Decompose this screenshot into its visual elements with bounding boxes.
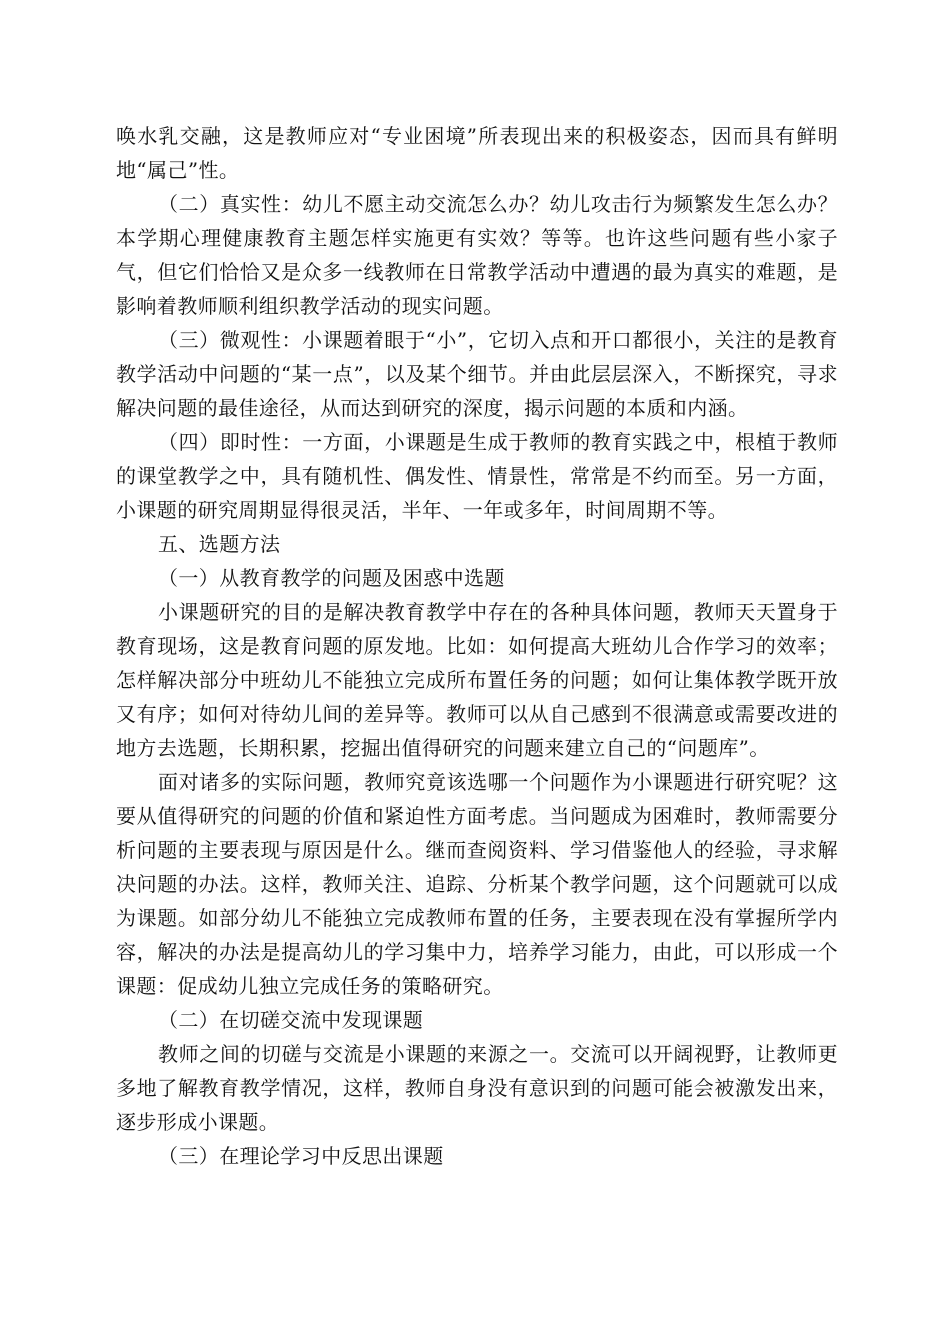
paragraph-authenticity: （二）真实性：幼儿不愿主动交流怎么办？幼儿攻击行为频繁发生怎么办？本学期心理健康教育主题怎样实施更有实效？等等。也许这些问题有些小家子气，但它们恰恰又是众多一线教师在日常教学活动中遭遇的最为真实的难题，是影响着教师顺利组织教学活动的现实问题。 [116,192,838,318]
body-text [116,119,838,1173]
subheading-from-theory: （三）在理论学习中反思出课题 [158,1144,444,1168]
paragraph-continuation: 唤水乳交融，这是教师应对“专业困境”所表现出来的积极姿态，因而具有鲜明地“属己”性。 [116,124,838,182]
paragraph-micro: （三）微观性：小课题着眼于“小”，它切入点和开口都很小，关注的是教育教学活动中问题的“某一点”，以及某个细节。并由此层层深入，不断探究，寻求解决问题的最佳途径，从而达到研究的深度，揭示问题的本质和内涵。 [116,328,838,420]
subheading-from-exchange: （二）在切磋交流中发现课题 [158,1008,424,1032]
paragraph-immediacy: （四）即时性：一方面，小课题是生成于教师的教育实践之中，根植于教师的课堂教学之中，具有随机性、偶发性、情景性，常常是不约而至。另一方面，小课题的研究周期显得很灵活，半年、一年或多年，时间周期不等。 [116,430,838,522]
paragraph-choosing: 面对诸多的实际问题，教师究竟该选哪一个问题作为小课题进行研究呢？这要从值得研究的问题的价值和紧迫性方面考虑。当问题成为困难时，教师需要分析问题的主要表现与原因是什么。继而查阅资料、学习借鉴他人的经验，寻求解决问题的办法。这样，教师关注、追踪、分析某个教学问题，这个问题就可以成为课题。如部分幼儿不能独立完成教师布置的任务，主要表现在没有掌握所学内容，解决的办法是提高幼儿的学习集中力，培养学习能力，由此，可以形成一个课题：促成幼儿独立完成任务的策略研究。 [116,770,838,998]
paragraph-exchange: 教师之间的切磋与交流是小课题的来源之一。交流可以开阔视野，让教师更多地了解教育教学情况，这样，教师自身没有意识到的问题可能会被激发出来，逐步形成小课题。 [116,1042,838,1134]
section-heading-topic-selection: 五、选题方法 [158,532,281,556]
paragraph-problems: 小课题研究的目的是解决教育教学中存在的各种具体问题，教师天天置身于教育现场，这是教育问题的原发地。比如：如何提高大班幼儿合作学习的效率；怎样解决部分中班幼儿不能独立完成所布置任务的问题；如何让集体教学既开放又有序；如何对待幼儿间的差异等。教师可以从自己感到不很满意或需要改进的地方去选题，长期积累，挖掘出值得研究的问题来建立自己的“问题库”。 [116,600,838,760]
subheading-from-problems: （一）从教育教学的问题及困惑中选题 [158,566,505,590]
